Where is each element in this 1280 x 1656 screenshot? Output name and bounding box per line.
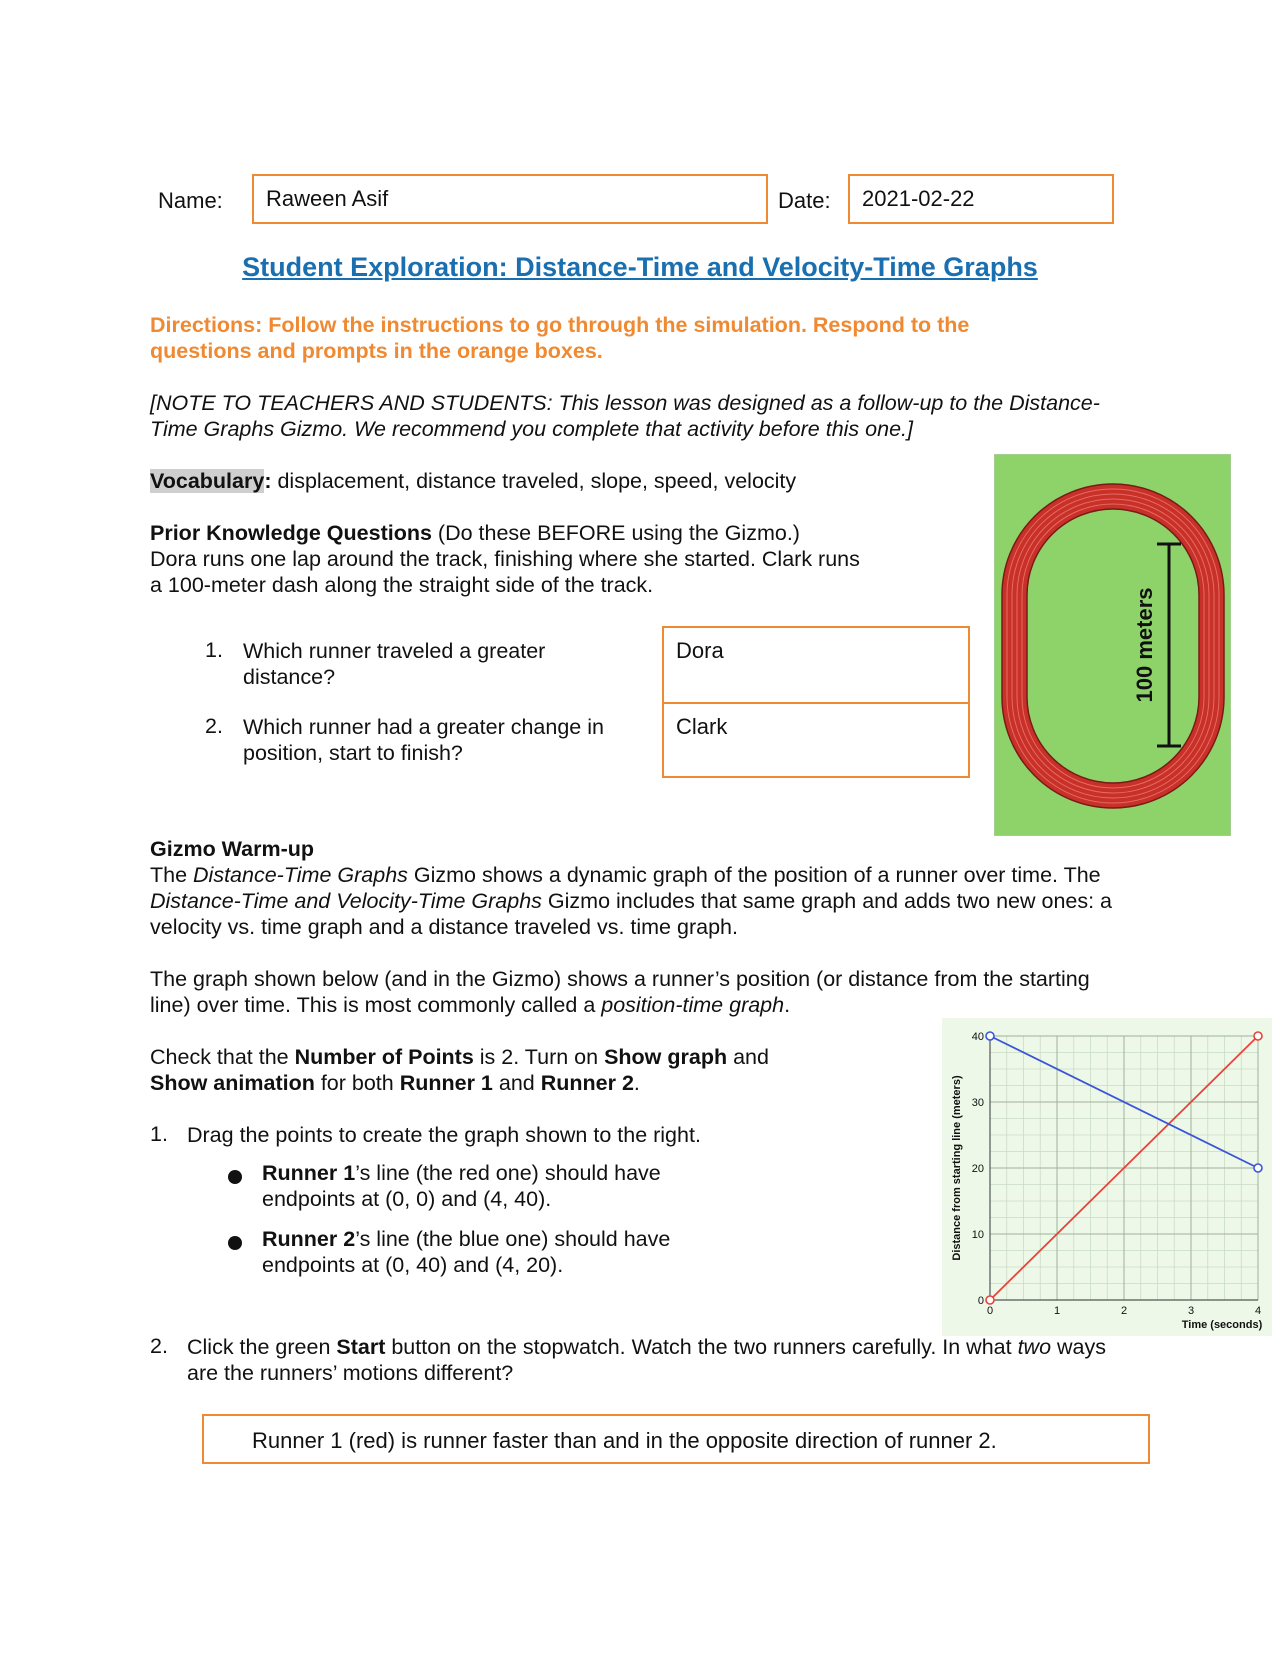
warmup-q2-answer-box[interactable] <box>202 1414 1150 1464</box>
warmup-heading: Gizmo Warm-up <box>150 837 315 861</box>
y-tick-label: 20 <box>971 1163 984 1175</box>
track-infield <box>1027 509 1199 783</box>
x-tick-label: 0 <box>986 1305 994 1317</box>
bullet-2 <box>228 1236 242 1250</box>
warmup-p2-b: position-time graph <box>601 993 785 1017</box>
vocabulary-terms: displacement, distance traveled, slope, speed, velocity <box>271 469 797 493</box>
bullet-2-text: ’s line (the blue one) should have endpoints at (0, 40) and (4, 20). <box>262 1227 671 1277</box>
chart-x-label: Time (seconds) <box>1181 1319 1263 1331</box>
bullet-1 <box>228 1170 242 1184</box>
data-point-runner-1[interactable] <box>1254 1032 1262 1040</box>
pk-answer-1-box[interactable] <box>662 626 970 704</box>
pk-answer-2-box[interactable] <box>662 702 970 778</box>
warmup-p1-b: Distance-Time Graphs <box>193 863 408 887</box>
p3-t1: Check that the <box>150 1045 295 1069</box>
teacher-note: [NOTE TO TEACHERS AND STUDENTS: This lesson was designed as a follow-up to the Distance-Time Graphs Gizmo. We recommend you complete that activity before this one.] <box>150 391 1100 441</box>
directions-text: Directions: Follow the instructions to go through the simulation. Respond to the questions and prompts in the orange boxes. <box>150 313 970 363</box>
warmup-q2-answer: Runner 1 (red) is runner faster than and in the opposite direction of runner 2. <box>252 1428 997 1453</box>
prior-knowledge-intro: Dora runs one lap around the track, finishing where she started. Clark runs a 100-meter dash along the straight side of the track. <box>150 547 860 597</box>
x-tick-label: 1 <box>1053 1305 1061 1317</box>
track-distance-label: 100 meters <box>1132 587 1157 703</box>
name-value: Raween Asif <box>266 186 389 211</box>
warmup-p1-d: Distance-Time and Velocity-Time Graphs <box>150 889 542 913</box>
prior-knowledge-heading: Prior Knowledge Questions <box>150 521 432 545</box>
pk-question-1-text: Which runner traveled a greater distance? <box>243 639 546 689</box>
warmup-p1-c: Gizmo shows a dynamic graph of the position of a runner over time. The <box>407 863 1101 887</box>
warmup-section <box>150 836 1140 940</box>
p3-t3: and <box>727 1045 769 1069</box>
pk-answer-1: Dora <box>676 638 724 663</box>
p3-b1: Number of Points <box>294 1045 474 1069</box>
p3-b3: Show animation <box>150 1071 315 1095</box>
p3-b5: Runner 2 <box>540 1071 634 1095</box>
warmup-paragraph-2 <box>150 966 1100 1018</box>
x-tick-label: 3 <box>1187 1305 1195 1317</box>
date-value: 2021-02-22 <box>862 186 975 211</box>
prior-knowledge-section <box>150 520 870 598</box>
q2-t1: Click the green <box>187 1335 337 1359</box>
bullet-1-bold: Runner 1 <box>262 1161 356 1185</box>
p3-t5: and <box>492 1071 541 1095</box>
position-time-chart <box>942 1018 1272 1336</box>
bullet-1-text: ’s line (the red one) should have endpoints at (0, 0) and (4, 40). <box>262 1161 661 1211</box>
vocabulary-line <box>150 468 950 494</box>
warmup-p1-e: Gizmo includes that same graph and adds two new ones: a velocity vs. time graph and a distance traveled vs. time graph. <box>150 889 1113 939</box>
track-image <box>994 454 1231 836</box>
p3-t2: is 2. Turn on <box>473 1045 605 1069</box>
bullet-2-bold: Runner 2 <box>262 1227 356 1251</box>
page-title: Student Exploration: Distance-Time and Velocity-Time Graphs <box>242 252 1038 282</box>
data-point-runner-2[interactable] <box>986 1032 994 1040</box>
chart-y-label: Distance from starting line (meters) <box>951 1075 963 1261</box>
y-tick-label: 40 <box>971 1031 984 1043</box>
vocabulary-colon: : <box>264 469 272 493</box>
warmup-q1-bullet-1 <box>262 1160 702 1212</box>
p3-b2: Show graph <box>604 1045 728 1069</box>
p3-t4: for both <box>314 1071 400 1095</box>
pk-question-2-text: Which runner had a greater change in position, start to finish? <box>243 715 604 765</box>
warmup-p1-a: The <box>150 863 194 887</box>
p3-t6: . <box>633 1071 640 1095</box>
data-point-runner-1[interactable] <box>986 1296 994 1304</box>
name-label: Name: <box>158 188 223 213</box>
q2-t2: button on the stopwatch. Watch the two runners carefully. In what <box>385 1335 1018 1359</box>
pk-answer-2: Clark <box>676 714 728 739</box>
warmup-q1-bullet-2 <box>262 1226 712 1278</box>
y-tick-label: 10 <box>971 1229 984 1241</box>
warmup-p2-a: The graph shown below (and in the Gizmo) shows a runner’s position (or distance from the starting line) over time. This is most commonly called a <box>150 967 1090 1017</box>
p3-b4: Runner 1 <box>399 1071 493 1095</box>
prior-knowledge-note: (Do these BEFORE using the Gizmo.) <box>431 521 800 545</box>
warmup-p2-c: . <box>784 993 791 1017</box>
q2-t3: ways are the runners’ motions different? <box>187 1335 1107 1385</box>
name-field[interactable] <box>252 174 768 224</box>
warmup-q1-number: 1. <box>150 1122 168 1146</box>
data-point-runner-2[interactable] <box>1254 1164 1262 1172</box>
q2-b1: Start <box>336 1335 386 1359</box>
warmup-q2-text <box>187 1334 1127 1386</box>
warmup-q1-text: Drag the points to create the graph shown to the right. <box>187 1123 701 1147</box>
date-field[interactable] <box>848 174 1114 224</box>
q2-i1: two <box>1017 1335 1052 1359</box>
date-label: Date: <box>778 188 831 213</box>
y-tick-label: 30 <box>971 1097 984 1109</box>
y-tick-label: 0 <box>977 1295 984 1307</box>
vocabulary-label: Vocabulary <box>150 469 265 493</box>
x-tick-label: 2 <box>1120 1305 1128 1317</box>
warmup-paragraph-3 <box>150 1044 770 1096</box>
x-tick-label: 4 <box>1254 1305 1262 1317</box>
warmup-q2-number: 2. <box>150 1334 168 1358</box>
pk-question-1-number: 1. <box>205 638 223 662</box>
pk-question-2-number: 2. <box>205 714 223 738</box>
